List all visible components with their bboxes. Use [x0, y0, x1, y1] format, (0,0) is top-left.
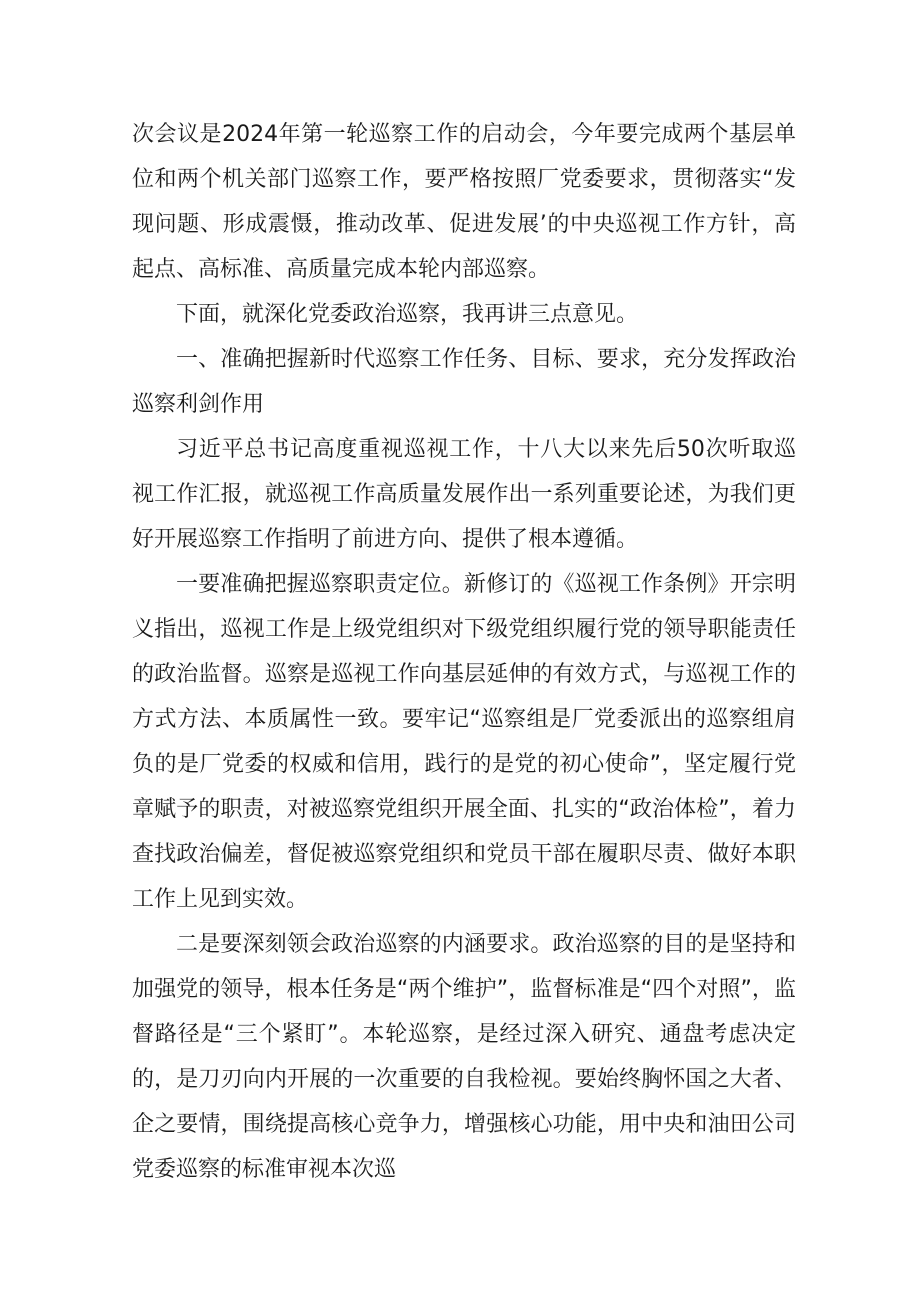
paragraph-intro: 下面，就深化党委政治巡察，我再讲三点意见。 [176, 302, 639, 327]
section-heading-1: 一、准确把握新时代巡察工作任务、目标、要求，充分发挥政治巡察利剑作用 [132, 347, 796, 417]
paragraph-body: 习近平总书记高度重视巡视工作，十八大以来先后50次听取巡视工作汇报，就巡视工作高质量发展作出一系列重要论述，为我们更好开展巡察工作指明了前进方向、提供了根本遵循。 [132, 437, 796, 552]
paragraph-continuation: 次会议是2024年第一轮巡察工作的启动会，今年要完成两个基层单位和两个机关部门巡察工作，要严格按照厂党委要求，贯彻落实“发现问题、形成震慑，推动改革、促进发展’的中央巡视工作方针，高起点、高标准、高质量完成本轮内部巡察。 [132, 122, 796, 282]
paragraph-body: 二是要深刻领会政治巡察的内涵要求。政治巡察的目的是坚持和加强党的领导，根本任务是“两个维护”，监督标准是“四个对照”，监督路径是“三个紧盯”。本轮巡察，是经过深入研究、通盘考虑决定的，是刀刃向内开展的一次重要的自我检视。要始终胸怀国之大者、企之要情，围绕提高核心竞争力，增强核心功能，用中央和油田公司党委巡察的标准审视本次巡 [132, 932, 796, 1182]
paragraph-body: 一要准确把握巡察职责定位。新修订的《巡视工作条例》开宗明义指出，巡视工作是上级党组织对下级党组织履行党的领导职能责任的政治监督。巡察是巡视工作向基层延伸的有效方式，与巡视工作的方式方法、本质属性一致。要牢记“巡察组是厂党委派出的巡察组肩负的是厂党委的权威和信用，践行的是党的初心使命”，坚定履行党章赋予的职责，对被巡察党组织开展全面、扎实的“政治体检”，着力查找政治偏差，督促被巡察党组织和党员干部在履职尽责、做好本职工作上见到实效。 [132, 572, 796, 912]
document-body [132, 112, 796, 1192]
